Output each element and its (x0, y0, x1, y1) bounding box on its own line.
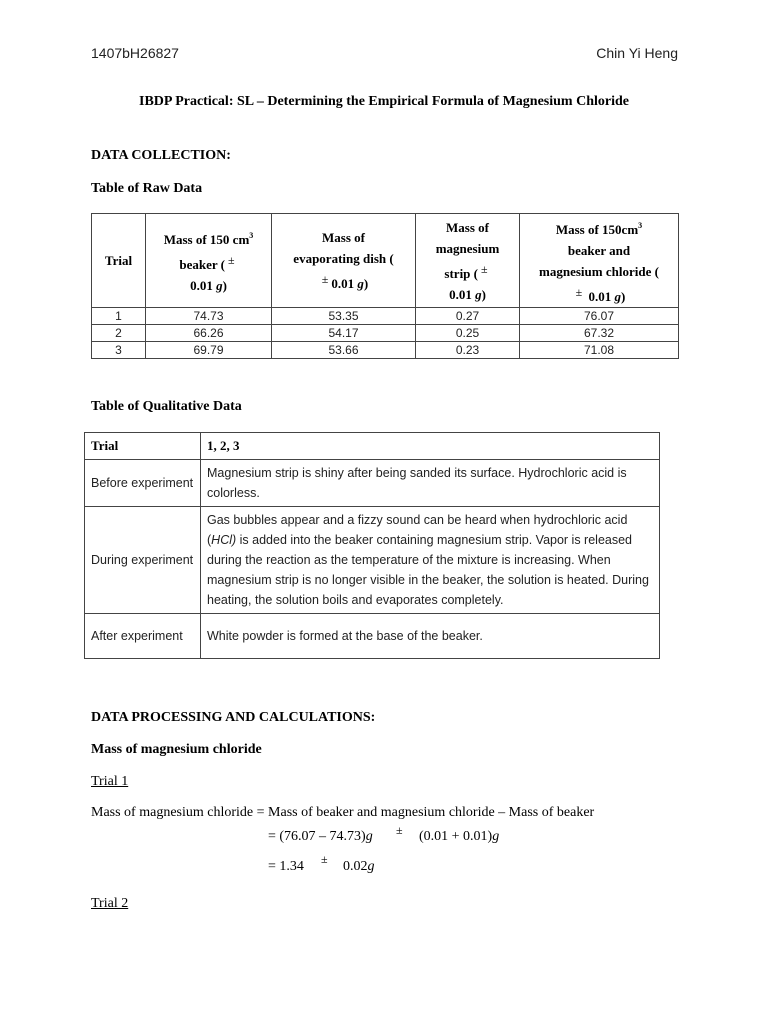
cell-beaker-chloride-mass: 76.07 (520, 308, 679, 325)
cell-strip-mass: 0.25 (416, 325, 520, 342)
cell-trial: 1 (92, 308, 146, 325)
qual-table-header-row (85, 433, 660, 460)
calc-line-1: Mass of magnesium chloride = Mass of beaker and magnesium chloride – Mass of beaker (91, 805, 595, 820)
cell-dish-mass: 54.17 (272, 325, 416, 342)
qualitative-table-title: Table of Qualitative Data (91, 399, 242, 414)
col-header-beaker-chloride-mass: Mass of $150cm^3$ beaker and magnesium chloride ( ± 0.01 g) (520, 214, 679, 308)
section-data-collection: DATA COLLECTION: (91, 148, 231, 163)
trial-2-heading: Trial 2 (91, 896, 129, 911)
qual-header-trial: Trial (85, 433, 201, 460)
col-header-beaker-mass: Mass of 150 $cm^3$ beaker ( ± 0.01 g) (146, 214, 272, 308)
calc-line-2-a: = (76.07 – 74.73)g (268, 829, 373, 844)
row-text: Gas bubbles appear and a fizzy sound can be heard when hydrochloric acid (HCl) is added into the beaker containing magnesium strip. Vapor is released during the reaction as the temperature of the mixture is increasing. When magnesium strip is no longer visible in the beaker, the solution is heated. During heating, the solution boils and evaporates completely. (201, 507, 660, 614)
cell-beaker-chloride-mass: 67.32 (520, 325, 679, 342)
raw-data-table (91, 213, 679, 359)
student-name: Chin Yi Heng (596, 45, 678, 61)
raw-table-header-row (92, 214, 679, 308)
cell-beaker-mass: 66.26 (146, 325, 272, 342)
calc-line-3-a: = 1.34 (268, 859, 304, 874)
calc-line-2-pm: ± (396, 823, 403, 837)
cell-dish-mass: 53.35 (272, 308, 416, 325)
table-row (92, 342, 679, 359)
calc-line-3-b: 0.02g (343, 859, 375, 874)
row-text: Magnesium strip is shiny after being sanded its surface. Hydrochloric acid is colorless. (201, 460, 660, 507)
cell-strip-mass: 0.23 (416, 342, 520, 359)
row-label: After experiment (85, 614, 201, 659)
qual-header-trials: 1, 2, 3 (201, 433, 660, 460)
cell-beaker-chloride-mass: 71.08 (520, 342, 679, 359)
col-header-strip-mass: Mass of magnesium strip ( ± 0.01 g) (416, 214, 520, 308)
table-row (85, 614, 660, 659)
row-text: White powder is formed at the base of the beaker. (201, 614, 660, 659)
section-data-processing: DATA PROCESSING AND CALCULATIONS: (91, 710, 376, 725)
cell-trial: 2 (92, 325, 146, 342)
cell-beaker-mass: 69.79 (146, 342, 272, 359)
row-label: During experiment (85, 507, 201, 614)
table-row (85, 507, 660, 614)
table-row (92, 325, 679, 342)
table-row (92, 308, 679, 325)
calc-line-2-b: (0.01 + 0.01)g (419, 829, 500, 844)
cell-dish-mass: 53.66 (272, 342, 416, 359)
row-label: Before experiment (85, 460, 201, 507)
cell-trial: 3 (92, 342, 146, 359)
col-header-trial: Trial (92, 214, 146, 308)
qualitative-data-table (84, 432, 660, 659)
col-header-dish-mass: Mass of evaporating dish ( ± 0.01 g) (272, 214, 416, 308)
table-row (85, 460, 660, 507)
cell-strip-mass: 0.27 (416, 308, 520, 325)
raw-table-title: Table of Raw Data (91, 181, 203, 196)
cell-beaker-mass: 74.73 (146, 308, 272, 325)
document-title: IBDP Practical: SL – Determining the Empirical Formula of Magnesium Chloride (139, 94, 629, 109)
student-id: 1407bH26827 (91, 45, 179, 61)
calc-line-3-pm: ± (321, 852, 328, 866)
subsection-magnesium-chloride-mass: Mass of magnesium chloride (91, 742, 262, 757)
trial-1-heading: Trial 1 (91, 774, 129, 789)
